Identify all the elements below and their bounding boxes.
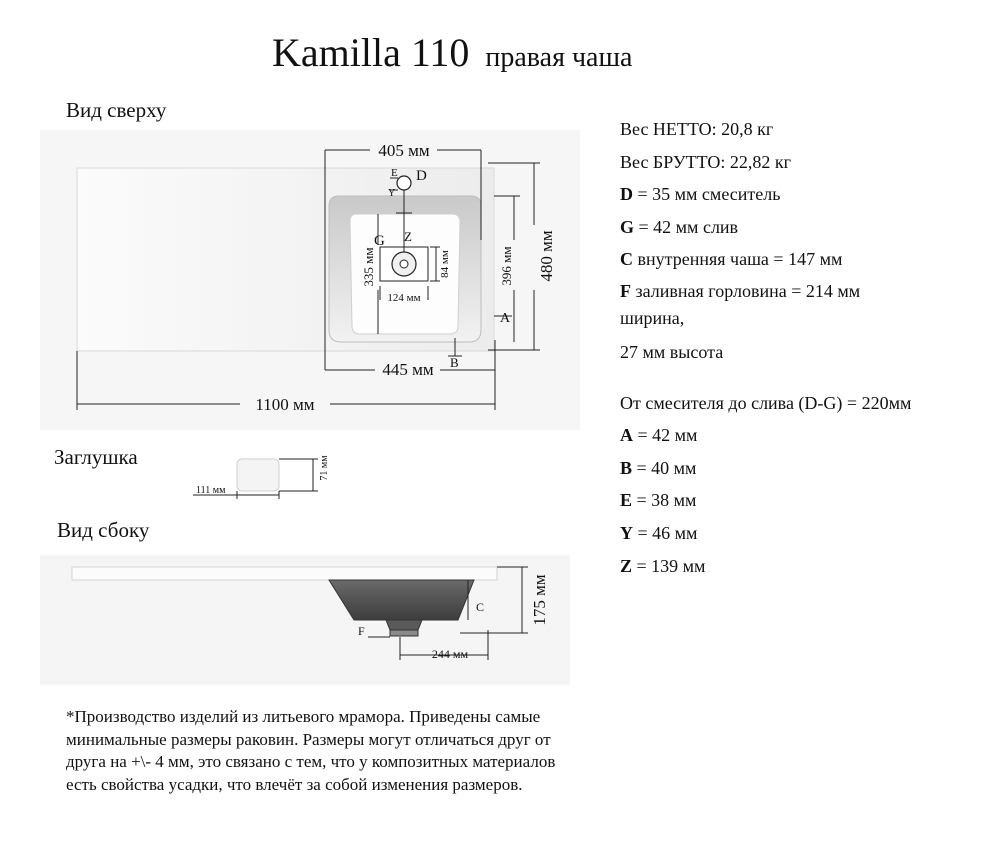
dim-item: Z = 139 мм <box>620 555 706 576</box>
dim-depth-total: 480 мм <box>537 230 556 282</box>
side-drain-neck <box>386 620 422 630</box>
dg-distance: От смесителя до слива (D-G) = 220мм <box>620 392 912 413</box>
model-variant: правая чаша <box>485 42 633 73</box>
plug-label: Заглушка <box>54 445 138 469</box>
spec-item: C внутренняя чаша = 147 мм <box>620 249 843 270</box>
top-view-label: Вид сверху <box>66 98 167 122</box>
dim-item: B = 40 мм <box>620 457 697 478</box>
net-weight: Вес НЕТТО: 20,8 кг <box>620 119 774 139</box>
label-C: C <box>476 600 485 614</box>
label-Y: Y <box>388 188 396 199</box>
dim-drain-offset-x: 124 мм <box>387 292 421 304</box>
dim-plug-width: 111 мм <box>196 485 226 496</box>
dim-bowl-width: 405 мм <box>378 141 430 160</box>
label-Z: Z <box>404 229 412 244</box>
side-drain-cap <box>390 630 418 636</box>
spec-item: G = 42 мм слив <box>620 216 739 237</box>
f-height: 27 мм высота <box>620 341 724 362</box>
dim-total-width: 1100 мм <box>255 395 315 414</box>
label-G: G <box>374 233 385 249</box>
plug-shape <box>237 459 279 491</box>
gross-weight: Вес БРУТТО: 22,82 кг <box>620 151 791 172</box>
side-view-label: Вид сбоку <box>57 518 150 542</box>
dim-side-height: 175 мм <box>530 574 549 626</box>
dim-item: E = 38 мм <box>620 490 697 511</box>
side-bowl <box>329 580 474 620</box>
label-B: B <box>450 355 459 370</box>
dim-depth-bowl: 396 мм <box>499 246 514 286</box>
dim-item: A = 42 мм <box>620 425 698 446</box>
label-D: D <box>416 168 427 184</box>
dim-drain-distance: 244 мм <box>431 647 469 661</box>
spec-item: D = 35 мм смеситель <box>620 184 781 205</box>
dim-item: Y = 46 мм <box>620 522 698 543</box>
specs-panel <box>620 113 990 582</box>
dim-plug-height: 71 мм <box>319 455 330 481</box>
label-A: A <box>500 311 511 326</box>
technical-drawing <box>0 0 610 700</box>
dim-inner-depth: 335 мм <box>361 247 376 287</box>
footnote: *Производство изделий из литьевого мрамора. Приведены самые минимальные размеры раковин. Размеры могут отличаться друг от друга на +\- 4 мм, это связано с тем, что у композитных материалов есть свойства усадки, что влечёт за собой изменения размеров. <box>66 707 556 794</box>
label-F: F <box>358 624 365 638</box>
side-slab <box>72 567 497 580</box>
dim-right-width: 445 мм <box>382 360 434 379</box>
model-name: Kamilla 110 <box>272 30 470 75</box>
faucet-hole-icon <box>397 176 411 190</box>
dim-drain-offset-y: 84 мм <box>439 250 451 278</box>
spec-item: F заливная горловина = 214 мм ширина, <box>620 280 861 328</box>
plug-drawing <box>193 455 330 499</box>
label-E: E <box>391 167 398 179</box>
